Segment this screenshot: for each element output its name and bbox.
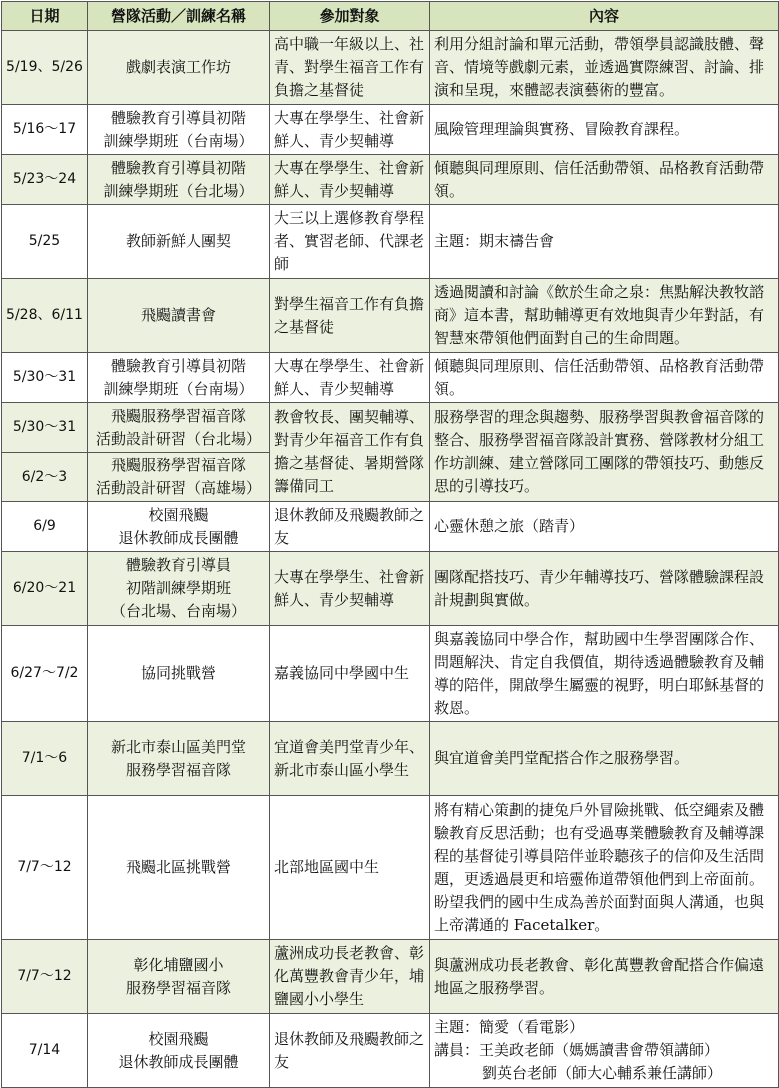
content-line: 主題：簡愛（看電影）: [434, 1018, 585, 1036]
content-cell: 與嘉義協同中學合作，幫助國中生學習團隊合作、問題解決、肯定自我價值，期待透過體驗教育及輔導的陪伴，開啟學生屬靈的視野，明白耶穌基督的救恩。: [430, 626, 779, 722]
activity-cell: [88, 722, 270, 796]
activity-schedule-table: [1, 1, 779, 1088]
audience-cell: 對學生福音工作有負擔之基督徒: [270, 279, 430, 353]
activity-cell: [88, 105, 270, 155]
date-cell: 5/19、5/26: [2, 31, 88, 105]
activity-cell: [88, 155, 270, 205]
activity-line: 活動設計研習（高雄場）: [95, 479, 261, 497]
activity-line: 彰化埔鹽國小: [133, 955, 224, 974]
activity-line: 校園飛颺: [148, 505, 209, 524]
activity-cell: [88, 796, 270, 940]
audience-cell: 大專在學學生、社會新鮮人、青少契輔導: [270, 105, 430, 155]
table-row: [2, 205, 779, 279]
date-cell: 5/16～17: [2, 105, 88, 155]
audience-cell: 蘆洲成功長老教會、彰化萬豐教會青少年，埔鹽國小小學生: [270, 940, 430, 1014]
content-cell: [430, 1014, 779, 1088]
activity-line: 飛颺服務學習福音隊: [110, 406, 246, 425]
activity-line: 教師新鮮人團契: [125, 232, 231, 250]
header-date: 日期: [2, 2, 88, 31]
date-cell: 5/30～31: [2, 403, 88, 453]
activity-cell: [88, 626, 270, 722]
activity-line: 訓練學期班（台南場）: [103, 379, 254, 398]
content-cell: 與蘆洲成功長老教會、彰化萬豐教會配搭合作偏遠地區之服務學習。: [430, 940, 779, 1014]
activity-line: 體驗教育引導員: [125, 556, 231, 574]
header-activity: 營隊活動／訓練名稱: [88, 2, 270, 31]
activity-cell: [88, 502, 270, 552]
content-cell: 主題：期末禱告會: [430, 205, 779, 279]
activity-line: 校園飛颺: [148, 1029, 209, 1048]
activity-cell: [88, 453, 270, 502]
audience-cell: 教會牧長、團契輔導、對青少年福音工作有負擔之基督徒、暑期營隊籌備同工: [270, 403, 430, 502]
activity-line: 戲劇表演工作坊: [125, 58, 231, 76]
activity-line: 退休教師成長團體: [118, 528, 239, 547]
audience-cell: 大專在學學生、社會新鮮人、青少契輔導: [270, 552, 430, 626]
content-cell: 與宜道會美門堂配搭合作之服務學習。: [430, 722, 779, 796]
table-row: [2, 552, 779, 626]
table-row: [2, 796, 779, 940]
activity-line: 服務學習福音隊: [125, 978, 231, 997]
activity-line: 體驗教育引導員初階: [110, 356, 246, 375]
date-cell: 5/30～31: [2, 353, 88, 403]
table-row: [2, 940, 779, 1014]
content-cell: 利用分組討論和單元活動，帶領學員認識肢體、聲音、情境等戲劇元素，並透過實際練習、討論、排演和呈現，來體認表演藝術的豐富。: [430, 31, 779, 105]
content-line: 劉英台老師（師大心輔系兼任講師）: [482, 1064, 723, 1082]
activity-cell: [88, 205, 270, 279]
content-cell: 將有精心策劃的捷兔戶外冒險挑戰、低空繩索及體驗教育反思活動；也有受過專業體驗教育及輔導課程的基督徒引導員陪伴並聆聽孩子的信仰及生活問題，更透過晨更和培靈佈道帶領他們到上帝面前。盼望我們的國中生成為善於面對面與人溝通，也與上帝溝通的 Facetalker。: [430, 796, 779, 940]
activity-cell: [88, 353, 270, 403]
header-audience: 參加對象: [270, 2, 430, 31]
date-cell: 6/9: [2, 502, 88, 552]
content-line: 講員：王美政老師（媽媽讀書會帶領講師）: [434, 1041, 720, 1059]
activity-cell: [88, 279, 270, 353]
activity-line: 飛颺服務學習福音隊: [110, 456, 246, 474]
date-cell: 6/27～7/2: [2, 626, 88, 722]
date-cell: 5/28、6/11: [2, 279, 88, 353]
activity-line: 活動設計研習（台北場）: [95, 429, 261, 448]
header-content: 內容: [430, 2, 779, 31]
activity-line: 初階訓練學期班: [125, 579, 231, 597]
audience-cell: 退休教師及飛颺教師之友: [270, 1014, 430, 1088]
table-row: [2, 1014, 779, 1088]
activity-line: 訓練學期班（台北場）: [103, 181, 254, 200]
date-cell: 7/7～12: [2, 940, 88, 1014]
date-cell: 5/23～24: [2, 155, 88, 205]
activity-cell: [88, 1014, 270, 1088]
date-cell: 5/25: [2, 205, 88, 279]
audience-cell: 高中職一年級以上、社青、對學生福音工作有負擔之基督徒: [270, 31, 430, 105]
activity-cell: [88, 940, 270, 1014]
activity-line: 體驗教育引導員初階: [110, 158, 246, 177]
activity-line: 退休教師成長團體: [118, 1052, 239, 1071]
content-cell: 風險管理理論與實務、冒險教育課程。: [430, 105, 779, 155]
table-row: [2, 105, 779, 155]
activity-line: 飛颺北區挑戰營: [125, 858, 231, 876]
audience-cell: 退休教師及飛颺教師之友: [270, 502, 430, 552]
table-row: [2, 403, 779, 453]
date-cell: 6/2～3: [2, 453, 88, 502]
table-row: [2, 31, 779, 105]
activity-cell: [88, 552, 270, 626]
table-row: [2, 626, 779, 722]
activity-line: 新北市泰山區美門堂: [110, 737, 246, 756]
table-row: [2, 353, 779, 403]
content-cell: 傾聽與同理原則、信任活動帶領、品格教育活動帶領。: [430, 155, 779, 205]
audience-cell: 大專在學學生、社會新鮮人、青少契輔導: [270, 353, 430, 403]
date-cell: 7/1～6: [2, 722, 88, 796]
audience-cell: 大三以上選修教育學程者、實習老師、代課老師: [270, 205, 430, 279]
date-cell: 7/14: [2, 1014, 88, 1088]
audience-cell: 宜道會美門堂青少年、新北市泰山區小學生: [270, 722, 430, 796]
content-cell: 傾聽與同理原則、信任活動帶領、品格教育活動帶領。: [430, 353, 779, 403]
audience-cell: 大專在學學生、社會新鮮人、青少契輔導: [270, 155, 430, 205]
audience-cell: 嘉義協同中學國中生: [270, 626, 430, 722]
activity-line: 協同挑戰營: [140, 664, 216, 682]
activity-cell: [88, 403, 270, 453]
date-cell: 7/7～12: [2, 796, 88, 940]
table-row: [2, 279, 779, 353]
content-cell: 透過閱讀和討論《飲於生命之泉：焦點解決教牧諮商》這本書，幫助輔導更有效地與青少年對話，有智慧來帶領他們面對自己的生命問題。: [430, 279, 779, 353]
table-row: [2, 502, 779, 552]
content-cell: 心靈休憩之旅（踏青）: [430, 502, 779, 552]
activity-cell: [88, 31, 270, 105]
activity-line: 飛颺讀書會: [140, 306, 216, 324]
activity-line: （台北場、台南場）: [110, 602, 246, 620]
activity-line: 體驗教育引導員初階: [110, 108, 246, 127]
date-cell: 6/20～21: [2, 552, 88, 626]
header-row: [2, 2, 779, 31]
activity-line: 訓練學期班（台南場）: [103, 131, 254, 150]
activity-line: 服務學習福音隊: [125, 760, 231, 779]
audience-cell: 北部地區國中生: [270, 796, 430, 940]
table-row: [2, 722, 779, 796]
content-cell: 團隊配搭技巧、青少年輔導技巧、營隊體驗課程設計規劃與實做。: [430, 552, 779, 626]
table-row: [2, 155, 779, 205]
content-cell: 服務學習的理念與趨勢、服務學習與教會福音隊的整合、服務學習福音隊設計實務、營隊教材分組工作坊訓練、建立營隊同工團隊的帶領技巧、動態反思的引導技巧。: [430, 403, 779, 502]
